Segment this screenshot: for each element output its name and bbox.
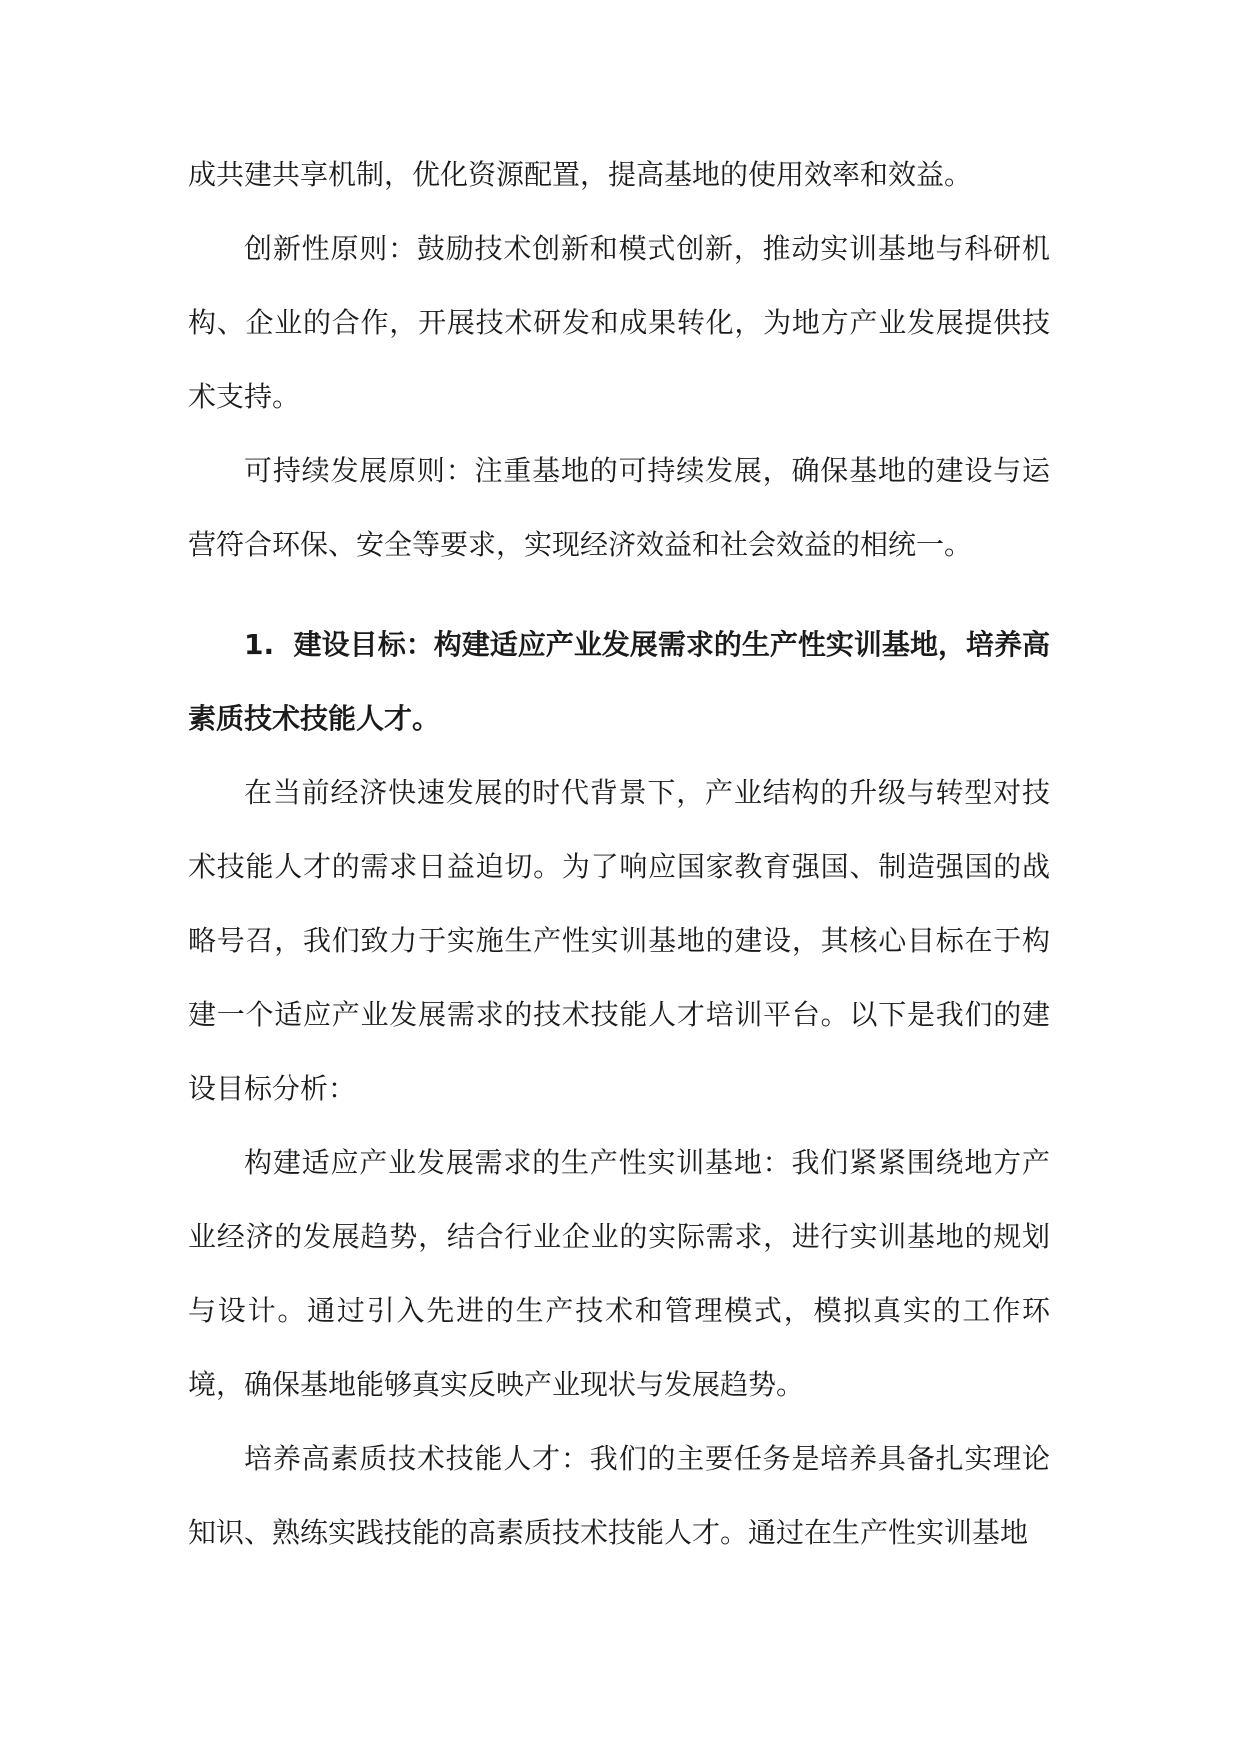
heading-number: 1. [244,628,275,661]
document-body [188,138,1050,1570]
paragraph-continuation: 成共建共享机制，优化资源配置，提高基地的使用效率和效益。 [188,158,973,191]
heading-text: 建设目标：构建适应产业发展需求的生产性实训基地，培养高素质技术技能人才。 [188,628,1050,735]
paragraph-innovation-principle: 创新性原则：鼓励技术创新和模式创新，推动实训基地与科研机构、企业的合作，开展技术研发和成果转化，为地方产业发展提供技术支持。 [188,232,1050,413]
paragraph-cultivate-talent: 培养高素质技术技能人才：我们的主要任务是培养具备扎实理论知识、熟练实践技能的高素质技术技能人才。通过在生产性实训基地 [188,1442,1050,1549]
paragraph-background: 在当前经济快速发展的时代背景下，产业结构的升级与转型对技术技能人才的需求日益迫切。为了响应国家教育强国、制造强国的战略号召，我们致力于实施生产性实训基地的建设，其核心目标在于构建一个适应产业发展需求的技术技能人才培训平台。以下是我们的建设目标分析： [188,776,1050,1105]
paragraph-build-base: 构建适应产业发展需求的生产性实训基地：我们紧紧围绕地方产业经济的发展趋势，结合行业企业的实际需求，进行实训基地的规划与设计。通过引入先进的生产技术和管理模式，模拟真实的工作环境，确保基地能够真实反映产业现状与发展趋势。 [188,1146,1050,1401]
paragraph-sustainability-principle: 可持续发展原则：注重基地的可持续发展，确保基地的建设与运营符合环保、安全等要求，实现经济效益和社会效益的相统一。 [188,454,1050,561]
section-heading [188,608,1050,756]
